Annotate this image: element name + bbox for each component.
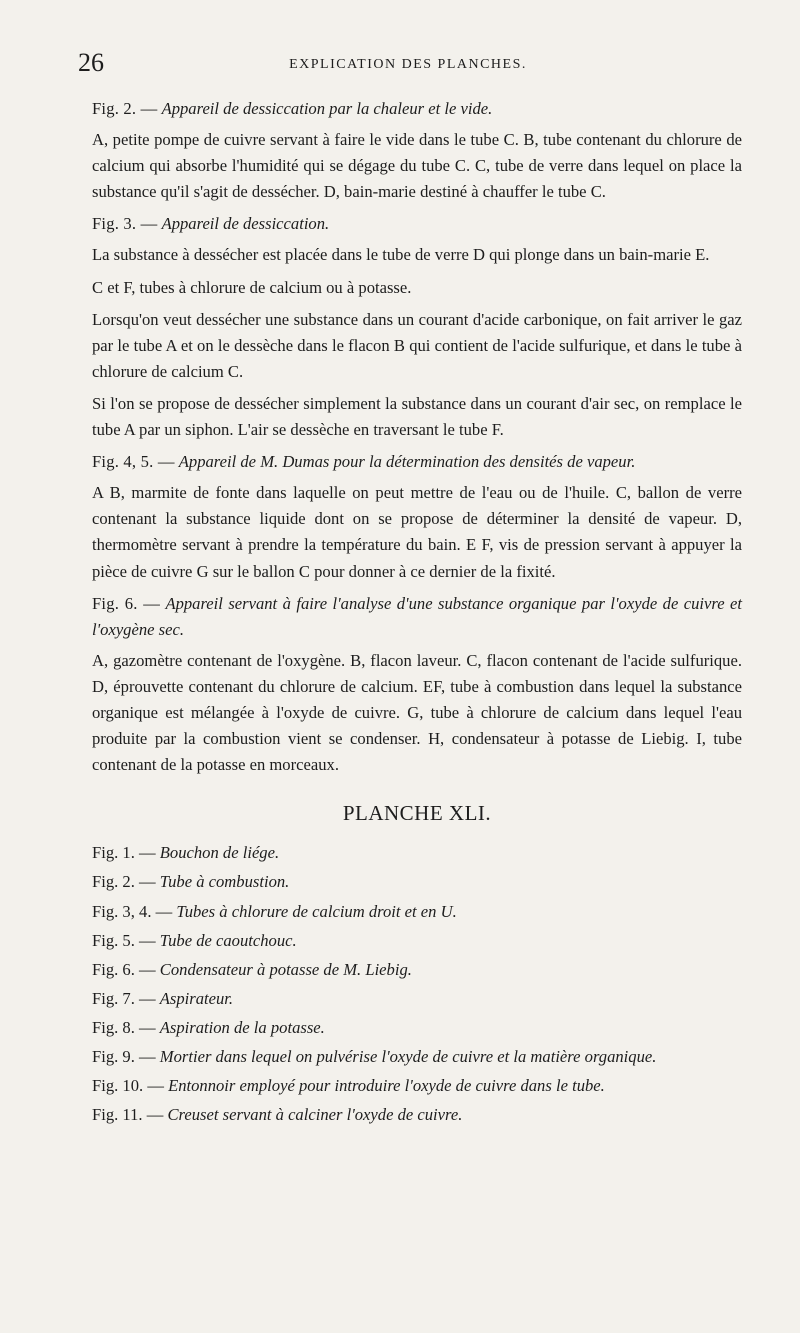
fig45-title: Appareil de M. Dumas pour la détermination des densités de vapeur.: [178, 452, 636, 472]
fig6-title: Appareil servant à faire l'analyse d'une substance organique par l'oxyde de cuivre et l'oxygène sec.: [92, 593, 743, 639]
page-content: [92, 96, 742, 1131]
plate-item: [92, 986, 742, 1012]
plate-item-title: Creuset servant à calciner l'oxyde de cuivre.: [167, 1105, 463, 1125]
fig6-description: A, gazomètre contenant de l'oxygène. B, flacon laveur. C, flacon contenant de l'acide sulfurique. D, éprouvette contenant du chlorure de calcium. EF, tube à combustion dans lequel la substance organique est mélangée à l'oxyde de cuivre. G, tube à chlorure de calcium dans lequel l'eau produite par la combustion vient se condenser. H, condensateur à potasse de Liebig. I, tube contenant de la potasse en morceaux.: [92, 650, 742, 775]
plate-item-title: Tube à combustion.: [159, 872, 290, 892]
plate-item-number: Fig. 11. —: [92, 1105, 164, 1125]
running-title: EXPLICATION DES PLANCHES.: [289, 57, 527, 72]
plate-item-number: Fig. 6. —: [92, 959, 156, 979]
plate-item: [92, 1073, 742, 1099]
fig3-paragraph: La substance à dessécher est placée dans le tube de verre D qui plonge dans un bain-marie E.: [92, 245, 710, 265]
plate-item: [92, 1102, 742, 1128]
fig45-heading: [92, 449, 742, 475]
fig3-heading: [92, 211, 742, 237]
plate-item: [92, 1044, 742, 1070]
plate-item-number: Fig. 3, 4. —: [92, 901, 173, 921]
page-number: 26: [78, 48, 104, 77]
fig3-title: Appareil de dessiccation.: [161, 214, 330, 234]
plate-item-number: Fig. 10. —: [92, 1076, 164, 1096]
fig45-number: Fig. 4, 5. —: [92, 452, 175, 472]
plate-item: [92, 840, 742, 866]
plate-item: [92, 899, 742, 925]
fig3-paragraph: Lorsqu'on veut dessécher une substance dans un courant d'acide carbonique, on fait arriver le gaz par le tube A et on le dessèche dans le flacon B qui contient de l'acide sulfurique, et dans le tube à chlorure de calcium C.: [92, 309, 742, 381]
plate-item-title: Condensateur à potasse de M. Liebig.: [159, 959, 412, 979]
plate-item: [92, 928, 742, 954]
page-header: [78, 48, 738, 78]
fig2-title: Appareil de dessiccation par la chaleur et le vide.: [161, 99, 493, 118]
plate-item-number: Fig. 2. —: [92, 872, 156, 892]
fig2-heading: [92, 96, 742, 122]
plate-item-title: Bouchon de liége.: [159, 843, 280, 863]
plate-item-title: Tube de caoutchouc.: [159, 930, 297, 950]
fig2-number: Fig. 2. —: [92, 99, 158, 118]
plate-item: [92, 957, 742, 983]
fig2-description: A, petite pompe de cuivre servant à faire le vide dans le tube C. B, tube contenant du chlorure de calcium qui absorbe l'humidité qui se dégage du tube C. C, tube de verre dans lequel on place la substance qu'il s'agit de dessécher. D, bain-marie destiné à chauffer le tube C.: [92, 130, 742, 202]
plate-item-number: Fig. 9. —: [92, 1047, 156, 1066]
plate-title: PLANCHE XLI.: [342, 801, 492, 826]
plate-item: [92, 869, 742, 895]
fig3-paragraph: C et F, tubes à chlorure de calcium ou à potasse.: [92, 277, 412, 297]
plate-item-number: Fig. 1. —: [92, 843, 156, 863]
fig6-heading: [92, 591, 742, 643]
fig3-number: Fig. 3. —: [92, 214, 158, 234]
plate-item-title: Entonnoir employé pour introduire l'oxyde de cuivre dans le tube.: [168, 1076, 605, 1096]
plate-item-title: Mortier dans lequel on pulvérise l'oxyde de cuivre et la matière organique.: [159, 1047, 657, 1066]
fig6-number: Fig. 6. —: [92, 593, 160, 613]
plate-item-title: Aspiration de la potasse.: [159, 1017, 325, 1037]
fig45-description: A B, marmite de fonte dans laquelle on peut mettre de l'eau ou de l'huile. C, ballon de verre contenant la substance liquide dont on se propose de déterminer la densité de vapeur. D, thermomètre servant à prendre la température du bain. E F, vis de pression servant à appuyer la pièce de cuivre G sur le ballon C pour donner à ce dernier de la fixité.: [92, 483, 742, 581]
plate-item-number: Fig. 7. —: [92, 988, 156, 1008]
plate-item-number: Fig. 8. —: [92, 1017, 156, 1037]
plate-item-title: Tubes à chlorure de calcium droit et en U.: [176, 901, 457, 921]
plate-item: [92, 1015, 742, 1041]
plate-item-title: Aspirateur.: [159, 988, 234, 1008]
fig3-paragraph: Si l'on se propose de dessécher simplement la substance dans un courant d'air sec, on remplace le tube A par un siphon. L'air se dessèche en traversant le tube F.: [92, 393, 742, 440]
plate-item-number: Fig. 5. —: [92, 930, 156, 950]
